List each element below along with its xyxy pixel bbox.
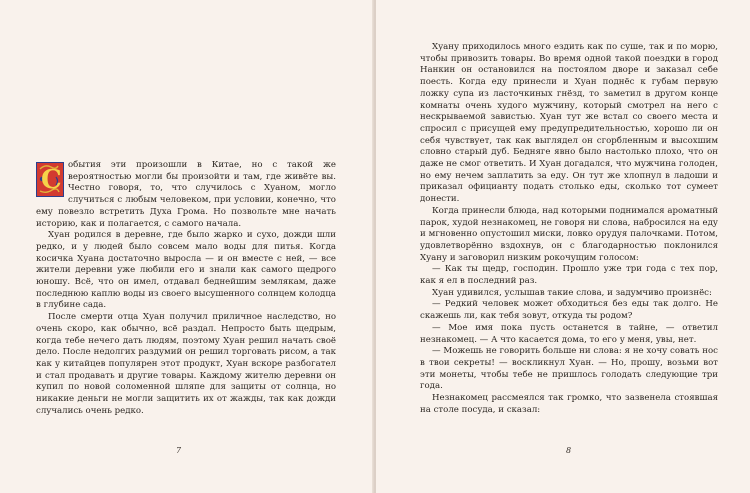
paragraph: Когда принесли блюда, над которыми поднимался ароматный парок, худой незнакомец, не говоря ни слова, набросился на еду и мгновенно опустошил миски, ловко орудуя палочками. Потом, удовлетворённо вздохнув, он с благодарностью поклонился Хуану и заговорил низким рокочущим голосом: [420, 205, 718, 263]
dropcap-ornament [36, 162, 64, 197]
left-page [0, 0, 374, 493]
left-page-text [36, 160, 336, 417]
paragraph: С обытия эти произошли в Китае, но с такой же вероятностью могли бы произойти и там, где живёте вы. Честно говоря, то, что случилось с Хуаном, могло случиться с любым человеком, при условии, конечно, что ему повезло встретить Духа Грома. Но позвольте мне начать историю, как и полагается, с самого начала. [36, 160, 336, 229]
paragraph: Хуану приходилось много ездить как по суше, так и по морю, чтобы привозить товары. Во время одной такой поездки в город Нанкин он остановился на постоялом дворе и заказал себе поесть. Когда еду принесли и Хуан поднёс к губам первую ложку супа из ласточкиных гнёзд, то заметил в другом конце комнаты очень худого мужчину, который смотрел на него с нескрываемой завистью. Хуан тут же встал со своего места и спросил с присущей ему предупредительностью, хорошо ли он себя чувствует, так как выглядел он сгорбленным и высохшим словно старый дуб. Бедняге явно было настолько плохо, что он даже не смог ответить. И Хуан догадался, что мужчина голоден, но ему нечем заплатить за еду. Он тут же хлопнул в ладоши и приказал официанту подать столько еды, сколько тот сумеет донести. [420, 42, 718, 205]
paragraph: После смерти отца Хуан получил приличное наследство, но очень скоро, как обычно, всё раздал. Непросто быть щедрым, когда тебе нечего дать людям, поэтому Хуан решил начать своё дело. После недолгих раздумий он решил торговать рисом, а так как у китайцев популярен этот продукт, Хуан вскоре разбогател и стал продавать и другие товары. Каждому жителю деревни он купил по новой соломенной шляпе для защиты от солнца, но никакие деньги не могли защитить их от жажды, так как дожди случались очень редко. [36, 312, 336, 416]
dropcap-letter: С [41, 165, 62, 195]
paragraph: Хуан удивился, услышав такие слова, и задумчиво произнёс: [432, 287, 712, 298]
paragraph: — Как ты щедр, господин. Прошло уже три года с тех пор, как я ел в последний раз. [420, 264, 718, 287]
right-page-text [420, 42, 718, 417]
page-number: 8 [566, 446, 572, 455]
paragraph: Хуан родился в деревне, где было жарко и сухо, дожди шли редко, и у людей было совсем мало воды для питья. Когда косичка Хуана достаточно выросла — и он вместе с ней, — все жители деревни уже любили его и знали как самого щедрого юношу. Всё, что он имел, отдавал беднейшим землякам, даже последнюю каплю воды из своего высушенного солнцем колодца в глубине сада. [36, 230, 336, 311]
paragraph: — Можешь не говорить больше ни слова: я не хочу совать нос в твои секреты! — воскликнул Хуан. — Но, прошу, возьми вот эти монеты, чтобы тебе не пришлось голодать следующие три года. [420, 346, 718, 392]
paragraph: Незнакомец рассмеялся так громко, что зазвенела стоявшая на столе посуда, и сказал: [420, 393, 718, 415]
paragraph: — Редкий человек может обходиться без еды так долго. Не скажешь ли, как тебя зовут, откуда ты родом? [420, 299, 718, 322]
page-number: 7 [176, 446, 182, 455]
right-page [376, 0, 750, 493]
paragraph: — Мое имя пока пусть останется в тайне, — ответил незнакомец. — А что касается дома, то его у меня, увы, нет. [420, 322, 718, 345]
